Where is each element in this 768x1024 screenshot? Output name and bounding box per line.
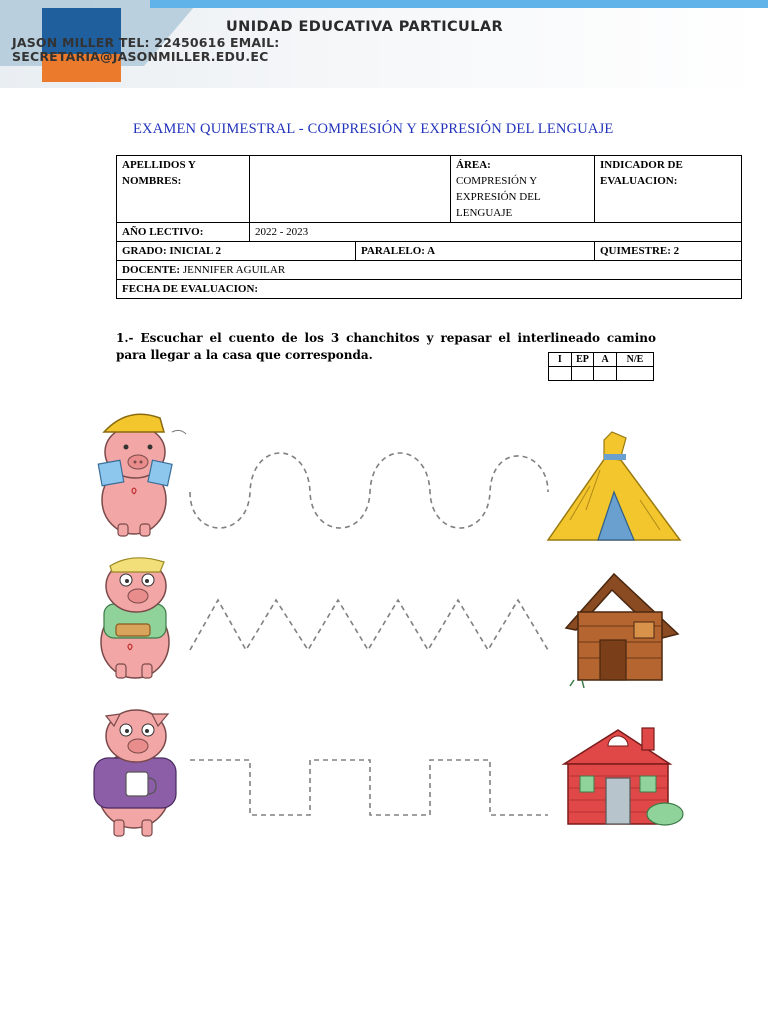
- indicator-label: INDICADOR DE EVALUACION:: [595, 156, 742, 223]
- exam-title: EXAMEN QUIMESTRAL - COMPRESIÓN Y EXPRESIÓN DEL LENGUAJE: [133, 121, 614, 137]
- parallel-value: A: [427, 245, 436, 257]
- teacher-value: JENNIFER AGUILAR: [182, 264, 286, 276]
- year-label: AÑO LECTIVO:: [117, 223, 250, 242]
- scale-header-ep: EP: [571, 353, 594, 367]
- school-contact: JASON MILLER TEL: 22450616 EMAIL: SECRETARIA@JASONMILLER.EDU.EC: [12, 35, 280, 64]
- scale-header-i: I: [549, 353, 572, 367]
- names-label: APELLIDOS Y NOMBRES:: [117, 156, 250, 223]
- year-value: 2022 - 2023: [250, 223, 742, 242]
- scale-header-a: A: [594, 353, 617, 367]
- zigzag-path-icon: [190, 600, 548, 650]
- brick-house-icon: [564, 728, 683, 825]
- grade-value: INICIAL 2: [169, 245, 222, 257]
- quimestre-label: QUIMESTRE:: [600, 245, 671, 257]
- pig-with-mug-icon: [94, 710, 176, 836]
- square-wave-path-icon: [190, 760, 548, 815]
- straw-house-icon: [548, 432, 680, 540]
- area-label: ÁREA:: [456, 159, 491, 171]
- question-text: 1.- Escuchar el cuento de los 3 chanchitos y repasar el interlineado camino para llegar a la casa que corresponda.: [116, 331, 656, 362]
- teacher-label: DOCENTE:: [122, 264, 181, 276]
- parallel-label: PARALELO:: [361, 245, 425, 257]
- pig-with-sandwich-icon: [101, 558, 169, 678]
- wood-house-icon: [566, 574, 678, 688]
- date-label: FECHA DE EVALUACION:: [117, 280, 742, 299]
- quimestre-value: 2: [673, 245, 680, 257]
- grade-label: GRADO:: [122, 245, 167, 257]
- scale-header-ne: N/E: [617, 353, 654, 367]
- pig-with-straw-hat-icon: [98, 414, 186, 536]
- area-value: COMPRESIÓN Y EXPRESIÓN DEL LENGUAJE: [456, 175, 541, 219]
- wavy-path-icon: [190, 453, 548, 528]
- school-name: UNIDAD EDUCATIVA PARTICULAR: [226, 19, 504, 35]
